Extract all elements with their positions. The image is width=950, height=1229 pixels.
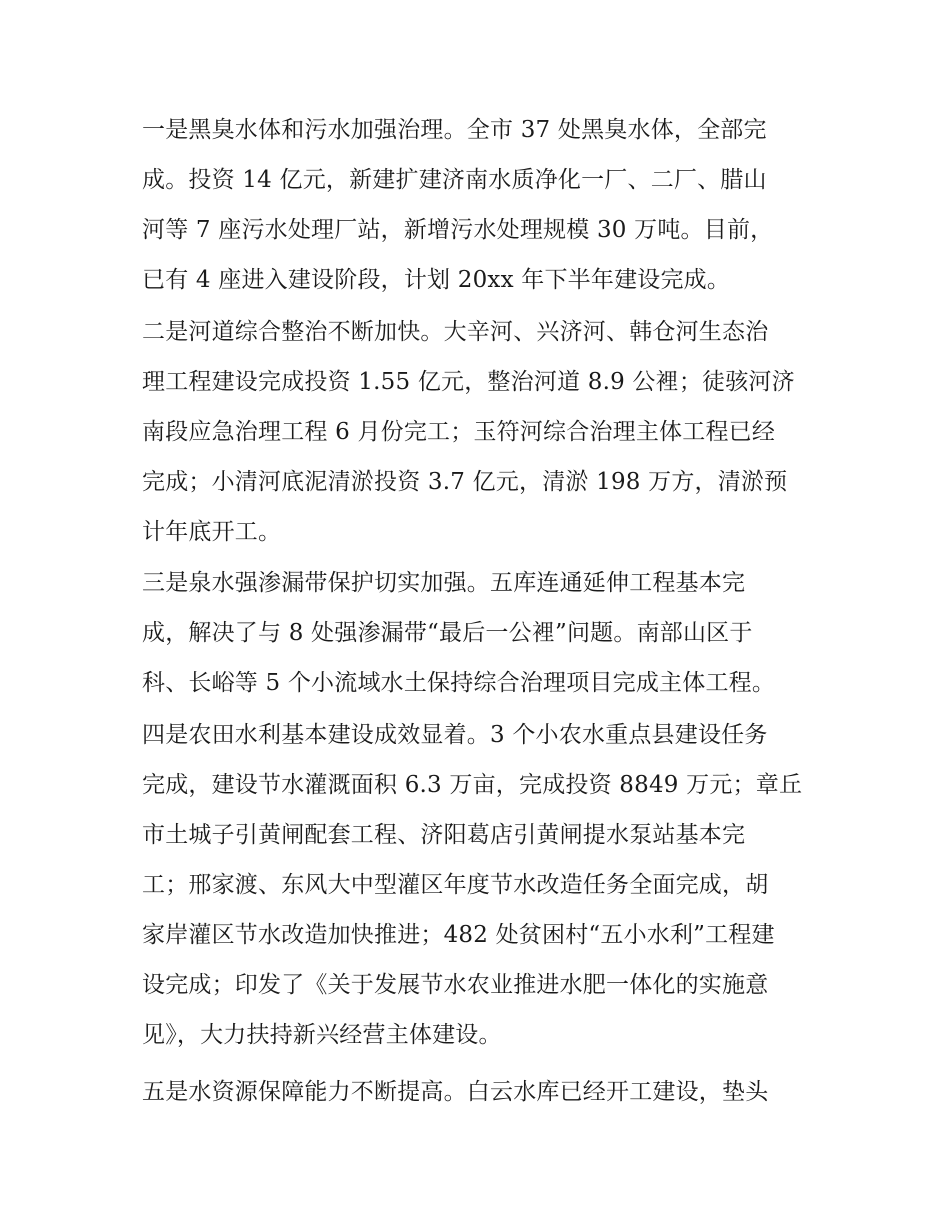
text-line: 四是农田水利基本建设成效显着。3 个小农水重点县建设任务 bbox=[142, 722, 768, 748]
text-line: 河等 7 座污水处理厂站，新增污水处理规模 30 万吨。目前， bbox=[142, 217, 774, 243]
paragraph-river-remediation bbox=[142, 307, 814, 557]
text-line: 二是河道综合整治不断加快。大辛河、兴济河、韩仓河生态治 bbox=[142, 319, 769, 345]
text-line: 完成；小清河底泥清淤投资 3.7 亿元，清淤 198 万方，清淤预 bbox=[142, 469, 788, 495]
text-line: 五是水资源保障能力不断提高。白云水库已经开工建设，垫头 bbox=[142, 1079, 769, 1105]
paragraph-farmland-irrigation bbox=[142, 710, 814, 1060]
text-line: 市土城子引黄闸配套工程、济阳葛店引黄闸提水泵站基本完 bbox=[142, 822, 746, 848]
text-line: 已有 4 座进入建设阶段，计划 20xx 年下半年建设完成。 bbox=[142, 267, 731, 293]
text-line: 科、长峪等 5 个小流域水土保持综合治理项目完成主体工程。 bbox=[142, 670, 776, 696]
text-line: 工；邢家渡、东风大中型灌区年度节水改造任务全面完成，胡 bbox=[142, 872, 769, 898]
paragraph-water-resources bbox=[142, 1067, 814, 1117]
text-line: 三是泉水强渗漏带保护切实加强。五库连通延伸工程基本完 bbox=[142, 570, 746, 596]
text-line: 见》，大力扶持新兴经营主体建设。 bbox=[142, 1022, 502, 1048]
text-line: 成。投资 14 亿元，新建扩建济南水质净化一厂、二厂、腊山 bbox=[142, 167, 767, 193]
text-line: 计年底开工。 bbox=[142, 519, 282, 545]
text-line: 南段应急治理工程 6 月份完工；玉符河综合治理主体工程已经 bbox=[142, 419, 776, 445]
text-line: 设完成；印发了《关于发展节水农业推进水肥一体化的实施意 bbox=[142, 972, 769, 998]
text-line: 完成，建设节水灌溉面积 6.3 万亩，完成投资 8849 万元；章丘 bbox=[142, 772, 803, 798]
paragraph-sewage-treatment bbox=[142, 105, 814, 305]
text-line: 理工程建设完成投资 1.55 亿元，整治河道 8.9 公裡；徒骇河济 bbox=[142, 369, 795, 395]
text-line: 一是黑臭水体和污水加强治理。全市 37 处黑臭水体，全部完 bbox=[142, 117, 767, 143]
text-line: 家岸灌区节水改造加快推进；482 处贫困村“五小水利”工程建 bbox=[142, 922, 775, 948]
paragraph-spring-protection bbox=[142, 558, 814, 708]
text-line: 成，解决了与 8 处强渗漏带“最后一公裡”问题。南部山区于 bbox=[142, 620, 753, 646]
